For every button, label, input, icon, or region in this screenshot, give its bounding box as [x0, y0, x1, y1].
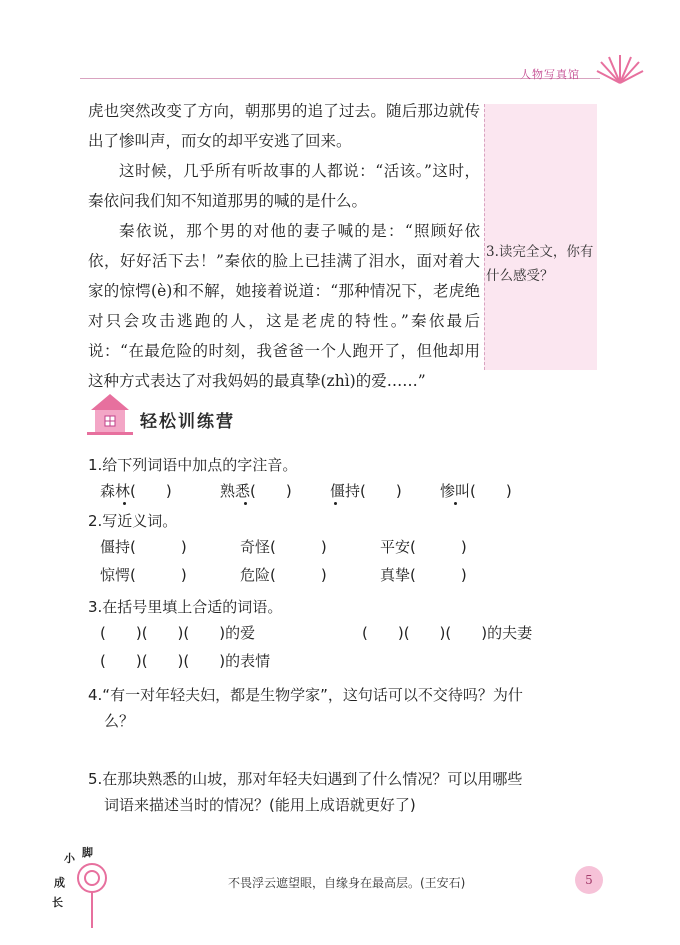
- synonym-item: 奇怪( ): [240, 538, 327, 556]
- question-4-prompt-cont: 么？: [104, 712, 135, 730]
- synonym-item: 危险( ): [240, 566, 327, 584]
- question-2-prompt: 2.写近义词。: [88, 512, 178, 530]
- footer-motto: 不畏浮云遮望眼，自缘身在最高层。(王安石): [228, 876, 466, 890]
- question-3-row: [100, 622, 620, 643]
- reading-paragraph: 这时候，几乎所有听故事的人都说：“活该。”这时，秦依问我们知不知道那男的喊的是什么。: [88, 162, 480, 210]
- question-2-row: [100, 536, 620, 557]
- question-1-prompt: 1.给下列词语中加点的字注音。: [88, 456, 298, 474]
- fill-phrase: ( )( )( )的爱: [100, 624, 256, 642]
- fill-phrase: ( )( )( )的表情: [100, 652, 271, 670]
- emphasis-dot: [244, 502, 247, 505]
- emphasis-dot: [454, 502, 457, 505]
- margin-note-panel: [484, 104, 597, 370]
- q1-item: 僵持( ): [330, 482, 402, 500]
- synonym-item: 平安( ): [380, 538, 467, 556]
- synonym-item: 惊愕( ): [100, 566, 187, 584]
- logo-char: 成: [54, 876, 65, 889]
- fill-phrase: ( )( )( )的夫妻: [362, 624, 533, 642]
- logo-char: 脚: [82, 846, 93, 859]
- q1-item: 森林( ): [100, 482, 172, 500]
- header-label: 人物写真馆: [520, 68, 580, 81]
- margin-question: 3.读完全文，你有什么感受？: [486, 244, 594, 284]
- logo-char: 小: [64, 852, 75, 865]
- emphasis-dot: [334, 502, 337, 505]
- section-title: 轻松训练营: [140, 412, 235, 432]
- question-4-prompt: 4.“有一对年轻夫妇，都是生物学家”，这句话可以不交待吗？为什: [88, 686, 523, 704]
- series-logo: [52, 846, 122, 934]
- question-5-prompt-cont: 词语来描述当时的情况？(能用上成语就更好了): [104, 796, 416, 814]
- q1-item: 惨叫( ): [440, 482, 512, 500]
- synonym-item: 真挚( ): [380, 566, 467, 584]
- sunburst-icon: [595, 55, 645, 85]
- question-5-prompt: 5.在那块熟悉的山坡，那对年轻夫妇遇到了什么情况？可以用哪些: [88, 770, 523, 788]
- reading-paragraph: 秦依说，那个男的对他的妻子喊的是：“照顾好依依，好好活下去！”秦依的脸上已挂满了泪水，面对着大家的惊愕(è)和不解，她接着说道：“那种情况下，老虎绝对只会攻击逃跑的人，这是老虎的特性。”秦依最后说：“在最危险的时刻，我爸爸一个人跑开了，但他却用这种方式表达了对我妈妈的最真挚(zhì)的爱……”: [88, 222, 480, 390]
- house-icon: [85, 390, 135, 436]
- emphasis-dot: [123, 502, 126, 505]
- reading-paragraph: 虎也突然改变了方向，朝那男的追了过去。随后那边就传出了惨叫声，而女的却平安逃了回来。: [88, 102, 480, 150]
- synonym-item: 僵持( ): [100, 538, 187, 556]
- reading-passage: [88, 96, 480, 396]
- question-1-items: [100, 480, 620, 501]
- question-3-prompt: 3.在括号里填上合适的词语。: [88, 598, 283, 616]
- page-number: 5: [575, 866, 603, 894]
- logo-char: 长: [52, 896, 63, 909]
- question-2-row: [100, 564, 620, 585]
- q1-item: 熟悉( ): [220, 482, 292, 500]
- question-3-row: [100, 650, 620, 671]
